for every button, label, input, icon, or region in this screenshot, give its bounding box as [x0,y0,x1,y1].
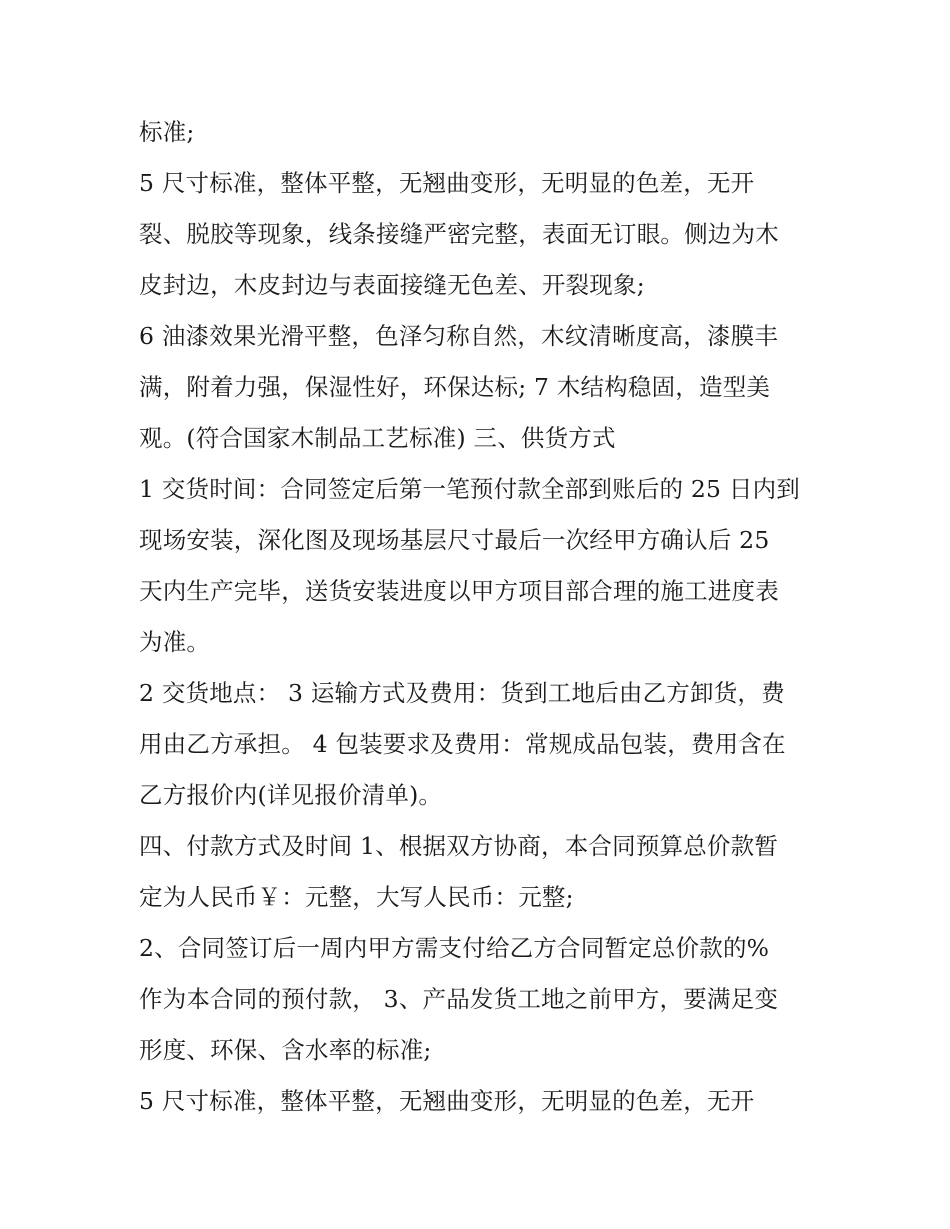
text-line: 满，附着力强，保湿性好，环保达标; 7 木结构稳固，造型美 [139,373,771,401]
text-line: 作为本合同的预付款， 3、产品发货工地之前甲方，要满足变 [139,985,779,1013]
text-line: 皮封边，木皮封边与表面接缝无色差、开裂现象; [139,271,645,299]
text-line: 四、付款方式及时间 1、根据双方协商，本合同预算总价款暂 [139,832,779,860]
text-line: 标准; [139,118,195,146]
text-line: 6 油漆效果光滑平整，色泽匀称自然，木纹清晰度高，漆膜丰 [139,322,779,350]
text-line: 现场安装，深化图及现场基层尺寸最后一次经甲方确认后 25 [139,526,770,554]
text-line: 1 交货时间：合同签定后第一笔预付款全部到账后的 25 日内到 [139,475,800,503]
text-line: 天内生产完毕，送货安装进度以甲方项目部合理的施工进度表 [139,577,779,605]
text-line: 定为人民币￥：元整，大写人民币：元整; [139,883,574,911]
text-line: 为准。 [139,628,211,656]
text-line: 2 交货地点： 3 运输方式及费用：货到工地后由乙方卸货，费 [139,679,785,707]
text-line: 2、合同签订后一周内甲方需支付给乙方合同暂定总价款的% [139,934,770,962]
text-line: 用由乙方承担。 4 包装要求及费用：常规成品包装，费用含在 [139,730,786,758]
text-line: 乙方报价内(详见报价清单)。 [139,781,443,809]
document-body [139,107,819,1127]
text-line: 裂、脱胶等现象，线条接缝严密完整，表面无订眼。侧边为木 [139,220,779,248]
text-line: 观。(符合国家木制品工艺标准) 三、供货方式 [139,424,616,452]
text-line: 5 尺寸标准，整体平整，无翘曲变形，无明显的色差，无开 [139,1087,755,1115]
text-line: 5 尺寸标准，整体平整，无翘曲变形，无明显的色差，无开 [139,169,755,197]
text-line: 形度、环保、含水率的标准; [139,1036,432,1064]
